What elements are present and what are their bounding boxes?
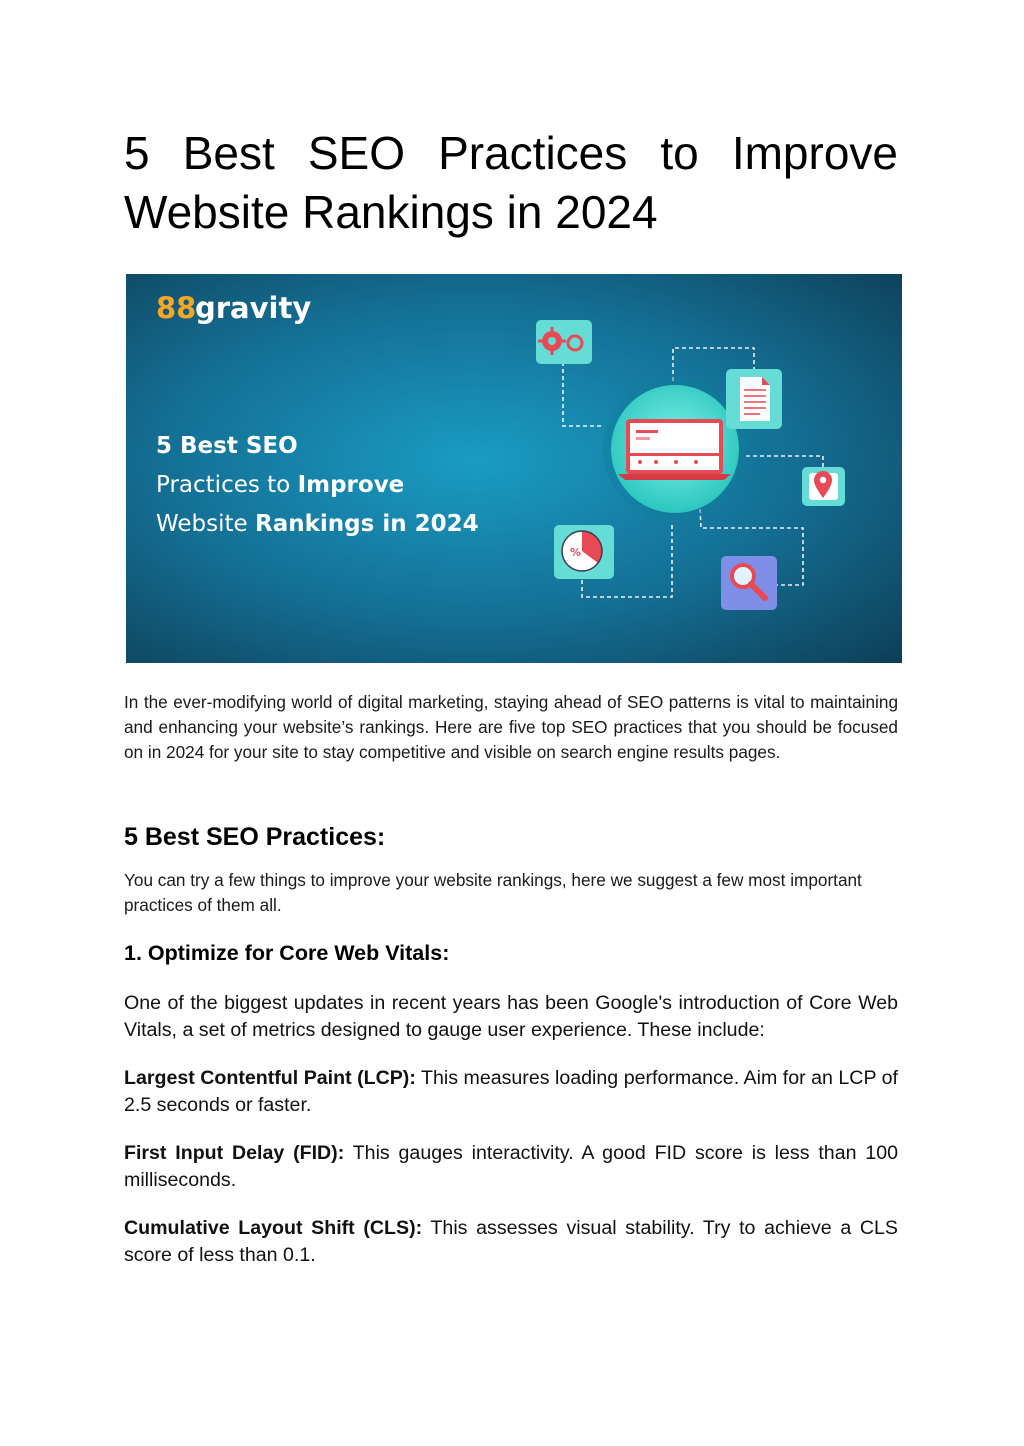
logo-digits: 88 <box>156 291 197 325</box>
location-pin-icon <box>802 467 845 506</box>
page-title: 5 Best SEO Practices to Improve Website Rankings in 2024 <box>124 127 898 238</box>
subheading-core-web-vitals: 1. Optimize for Core Web Vitals: <box>124 941 450 965</box>
hero-banner <box>126 274 902 663</box>
pie-label: % <box>570 546 582 559</box>
metric-text: This gauges interactivity. A good FID score is less than 100 milliseconds. <box>124 1142 898 1191</box>
metric-text: This assesses visual stability. Try to achieve a CLS score of less than 0.1. <box>124 1217 898 1266</box>
metric-term: Cumulative Layout Shift (CLS): <box>124 1217 423 1239</box>
document-icon <box>726 369 782 429</box>
pie-chart-icon <box>554 525 614 579</box>
magnifier-icon <box>721 556 777 610</box>
section-intro: You can try a few things to improve your website rankings, here we suggest a few most important practices of them all. <box>124 870 862 915</box>
brand-logo <box>156 291 311 325</box>
logo-word: gravity <box>195 291 312 325</box>
banner-line-2: Practices to Improve <box>156 472 405 498</box>
metric-fid <box>124 1140 898 1194</box>
banner-line-1: 5 Best SEO <box>156 433 298 459</box>
gears-icon <box>536 320 592 364</box>
intro-paragraph: In the ever-modifying world of digital marketing, staying ahead of SEO patterns is vital to maintaining and enhancing your website’s rankings. Here are five top SEO practices that you should be focused on in 2024 for your site to stay competitive and visible on search engine results pages. <box>124 692 898 762</box>
metric-lcp <box>124 1065 898 1119</box>
metric-cls <box>124 1215 898 1269</box>
core-web-vitals-intro: One of the biggest updates in recent years has been Google's introduction of Core Web Vitals, a set of metrics designed to gauge user experience. These include: <box>124 992 898 1041</box>
metric-term: Largest Contentful Paint (LCP): <box>124 1067 416 1089</box>
section-heading: 5 Best SEO Practices: <box>124 823 386 851</box>
metric-text: This measures loading performance. Aim for an LCP of 2.5 seconds or faster. <box>124 1067 898 1116</box>
metric-term: First Input Delay (FID): <box>124 1142 345 1164</box>
laptop-icon <box>603 377 747 521</box>
banner-line-3: Website Rankings in 2024 <box>156 511 479 537</box>
